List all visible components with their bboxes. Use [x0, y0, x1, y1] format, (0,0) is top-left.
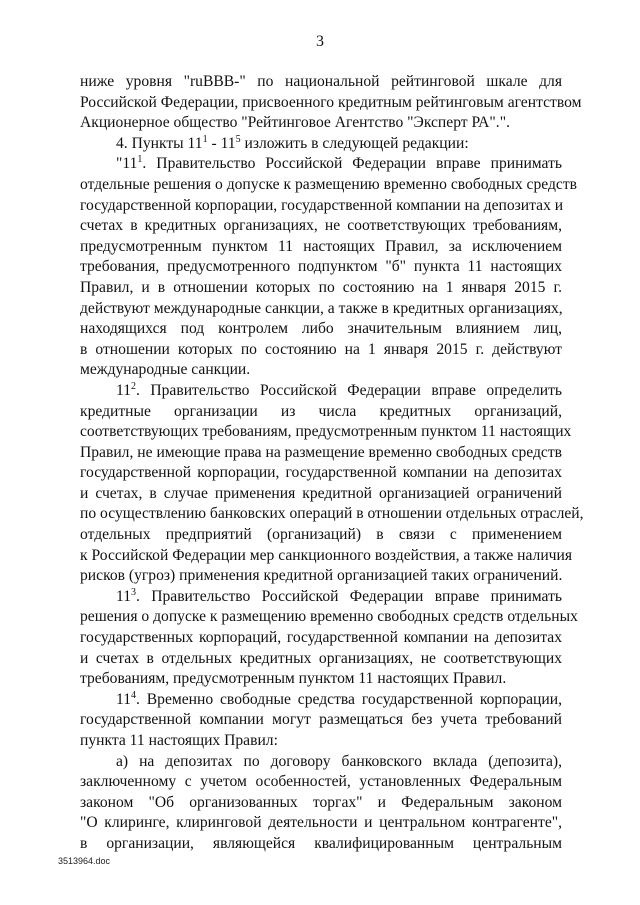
text-line — [80, 237, 562, 258]
text-line — [80, 196, 562, 217]
text-line — [80, 710, 562, 731]
text-segment: государственной корпорации, государственной компании на депозитах — [80, 464, 562, 482]
text-segment: 4. Пункты 11 — [116, 134, 203, 152]
text-line — [80, 93, 582, 114]
text-line — [80, 278, 562, 299]
text-segment: Российской Федерации, присвоенного кредитным рейтинговым агентством — [80, 93, 582, 111]
file-name-footer: 3513964.doc — [58, 856, 111, 866]
text-segment: находящихся под контролем либо значительным влиянием лиц, — [80, 320, 562, 338]
text-segment: 11 — [116, 381, 132, 399]
text-segment: государственной компании могут размещаться без учета требований — [80, 711, 562, 729]
text-segment: "О клиринге, клиринговой деятельности и центральном контрагенте", — [80, 814, 562, 832]
text-segment: к Российской Федерации мер санкционного воздействия, а также наличия — [80, 546, 573, 564]
superscript: 1 — [137, 154, 143, 166]
document-body — [80, 72, 584, 855]
text-segment: государственной корпорации, государственной компании на депозитах и — [80, 196, 564, 214]
text-segment: Правил, и в отношении которых по состоянию на 1 января 2015 г. — [80, 278, 562, 296]
text-line — [80, 525, 562, 546]
text-line — [80, 113, 562, 134]
text-line — [80, 257, 562, 278]
text-line — [80, 72, 562, 93]
text-segment: "11 — [116, 155, 138, 173]
text-line — [80, 381, 562, 402]
text-segment: отдельные решения о допуске к размещению временно свободных средств — [80, 175, 578, 193]
text-segment: в организации, являющейся квалифицированным центральным — [80, 834, 562, 852]
text-segment: . Правительство Российской Федерации вправе принимать — [136, 587, 562, 605]
text-line — [80, 690, 562, 711]
text-segment: законом "Об организованных торгах" и Федеральным законом — [80, 793, 562, 811]
text-segment: изложить в следующей редакции: — [240, 134, 469, 152]
text-line — [80, 463, 562, 484]
text-line — [80, 813, 562, 834]
text-line — [80, 443, 562, 464]
text-line — [80, 216, 562, 237]
text-line — [80, 669, 562, 690]
text-segment: государственных корпораций, государственной компании на депозитах — [80, 629, 562, 647]
text-line — [80, 628, 562, 649]
text-segment: . Правительство Российской Федерации вправе определить — [136, 381, 562, 399]
superscript: 3 — [131, 586, 137, 598]
text-segment: международные санкции. — [80, 361, 251, 379]
text-segment: по осуществлению банковских операций в отношении отдельных отраслей, — [80, 505, 584, 523]
text-line — [80, 504, 584, 525]
text-segment: действуют международные санкции, а также в кредитных организациях, — [80, 299, 563, 317]
text-segment: . Правительство Российской Федерации вправе принимать — [142, 155, 562, 173]
text-segment: кредитные организации из числа кредитных организаций, — [80, 402, 562, 420]
text-line — [80, 175, 578, 196]
text-segment: 11 — [116, 690, 132, 708]
text-line — [80, 566, 562, 587]
text-line — [80, 607, 578, 628]
text-line — [80, 154, 562, 175]
superscript: 2 — [131, 380, 137, 392]
text-line — [80, 299, 562, 320]
text-line — [80, 134, 562, 155]
text-segment: пункта 11 настоящих Правил: — [80, 732, 278, 749]
text-line — [80, 360, 562, 381]
text-segment: Акционерное общество "Рейтинговое Агентство "Эксперт РА".". — [80, 114, 510, 132]
text-segment: в отношении которых по состоянию на 1 января 2015 г. действуют — [80, 340, 562, 358]
text-segment: счетах в кредитных организациях, не соответствующих требованиям, — [80, 217, 562, 235]
text-segment: . Временно свободные средства государственной корпорации, — [136, 690, 562, 708]
text-line — [80, 319, 562, 340]
text-segment: требованиям, предусмотренным пунктом 11 настоящих Правил. — [80, 670, 507, 688]
text-line — [80, 546, 573, 567]
text-segment: требования, предусмотренного подпунктом "б" пункта 11 настоящих — [80, 258, 562, 276]
text-segment: а) на депозитах по договору банковского вклада (депозита), — [116, 752, 562, 770]
text-segment: 11 — [116, 587, 132, 605]
text-segment: - 11 — [207, 134, 236, 152]
text-segment: и счетах в отдельных кредитных организациях, не соответствующих — [80, 649, 562, 667]
page-number: 3 — [316, 33, 324, 50]
text-line — [80, 772, 562, 793]
text-segment: Правил, не имеющие права на размещение временно свободных средств — [80, 443, 562, 461]
text-segment: решения о допуске к размещению временно свободных средств отдельных — [80, 608, 578, 626]
text-line — [80, 752, 562, 773]
text-line — [80, 731, 562, 752]
text-segment: соответствующих требованиям, предусмотренным пунктом 11 настоящих — [80, 423, 572, 441]
superscript: 5 — [235, 133, 241, 145]
text-segment: заключенному с учетом особенностей, установленных Федеральным — [80, 773, 562, 791]
text-segment: и счетах, в случае применения кредитной организацией ограничений — [80, 484, 562, 502]
text-segment: ниже уровня "ruBBB-" по национальной рейтинговой шкале для — [80, 73, 562, 90]
text-segment: рисков (угроз) применения кредитной организацией таких ограничений. — [80, 567, 563, 585]
superscript: 4 — [131, 689, 137, 701]
text-line — [80, 587, 562, 608]
text-segment: предусмотренным пунктом 11 настоящих Правил, за исключением — [80, 237, 562, 255]
text-line — [80, 422, 572, 443]
text-segment: отдельных предприятий (организаций) в связи с применением — [80, 526, 562, 544]
text-line — [80, 340, 562, 361]
text-line — [80, 834, 562, 855]
text-line — [80, 484, 562, 505]
text-line — [80, 402, 562, 423]
text-line — [80, 649, 562, 670]
text-line — [80, 793, 562, 814]
superscript: 1 — [202, 133, 208, 145]
